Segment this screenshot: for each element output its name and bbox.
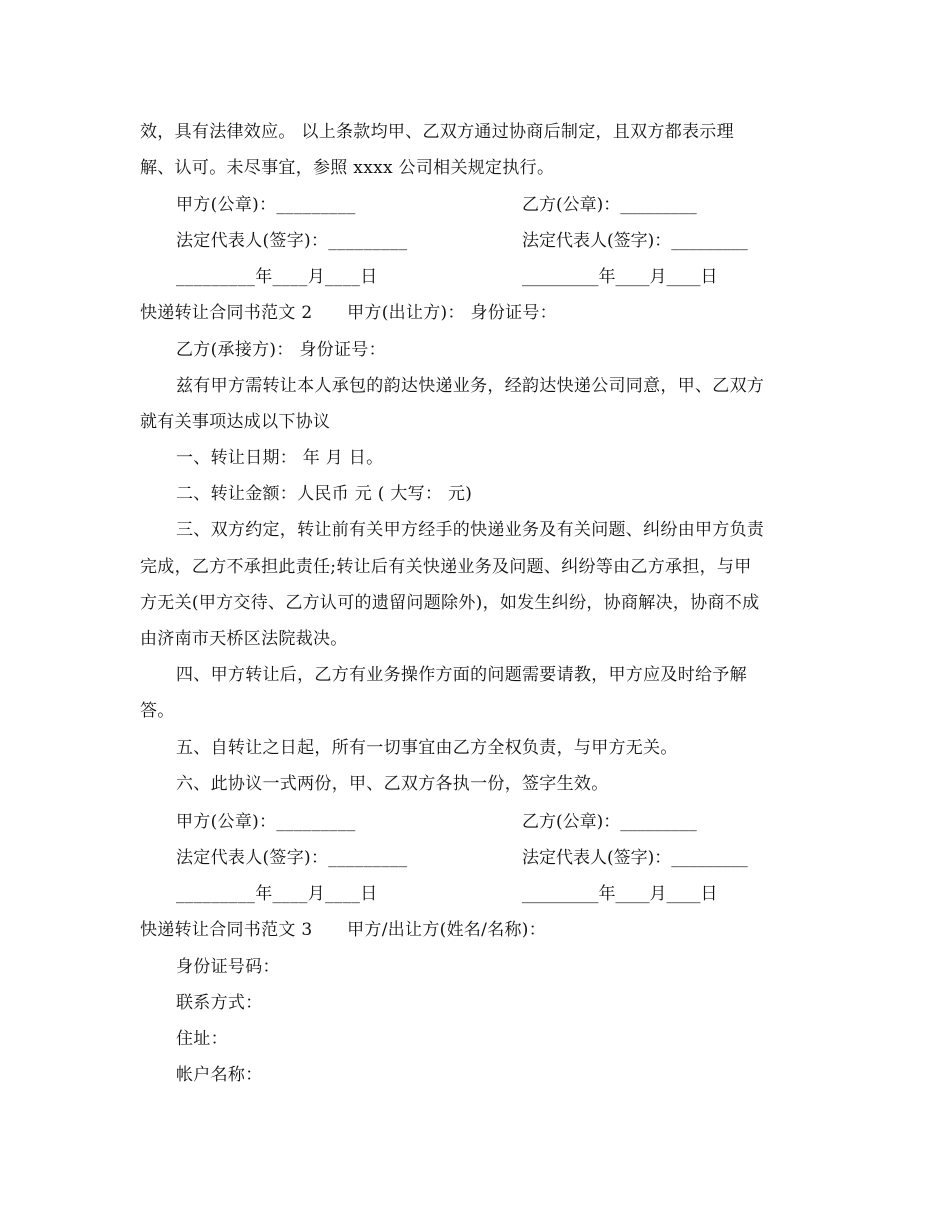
- party-a-seal: 甲方(公章)：_________: [176, 812, 356, 832]
- paragraph-line: 答。: [140, 701, 175, 721]
- party-b-date: _________年____月____日: [522, 884, 718, 904]
- section-title: 快递转让合同书范文 3 甲方/出让方(姓名/名称)：: [140, 920, 547, 940]
- party-a-representative: 法定代表人(签字)：_________: [176, 231, 408, 251]
- party-b-representative: 法定代表人(签字)：_________: [522, 848, 748, 868]
- paragraph-line: 就有关事项达成以下协议: [140, 412, 331, 432]
- paragraph-line: 完成，乙方不承担此责任;转让后有关快递业务及问题、纠纷等由乙方承担，与甲: [140, 557, 752, 577]
- section-title: 快递转让合同书范文 2 甲方(出让方)： 身份证号：: [140, 303, 557, 323]
- paragraph-line: 由济南市天桥区法院裁决。: [140, 629, 348, 649]
- field-label-address: 住址：: [176, 1029, 228, 1049]
- party-a-representative: 法定代表人(签字)：_________: [176, 848, 408, 868]
- party-b-representative: 法定代表人(签字)：_________: [522, 231, 748, 251]
- paragraph-line: 乙方(承接方)： 身份证号：: [176, 340, 386, 360]
- field-label-contact: 联系方式：: [176, 993, 263, 1013]
- clause-5: 五、自转让之日起，所有一切事宜由乙方全权负责，与甲方无关。: [176, 738, 678, 758]
- field-label-id-number: 身份证号码：: [176, 957, 280, 977]
- paragraph-line: 解、认可。未尽事宜，参照 xxxx 公司相关规定执行。: [140, 158, 555, 178]
- party-a-date: _________年____月____日: [176, 267, 378, 287]
- party-b-date: _________年____月____日: [522, 267, 718, 287]
- clause-3: 三、双方约定，转让前有关甲方经手的快递业务及有关问题、纠纷由甲方负责: [176, 520, 765, 540]
- party-a-seal: 甲方(公章)：_________: [176, 195, 356, 215]
- party-b-seal: 乙方(公章)：_________: [522, 195, 697, 215]
- clause-1: 一、转让日期： 年 月 日。: [176, 448, 384, 468]
- paragraph-line: 方无关(甲方交待、乙方认可的遗留问题除外)，如发生纠纷，协商解决，协商不成: [140, 593, 760, 613]
- paragraph-line: 效，具有法律效应。 以上条款均甲、乙双方通过协商后制定，且双方都表示理: [140, 122, 734, 142]
- paragraph-line: 兹有甲方需转让本人承包的韵达快递业务，经韵达快递公司同意，甲、乙双方: [176, 376, 765, 396]
- field-label-account-name: 帐户名称：: [176, 1065, 263, 1085]
- party-a-date: _________年____月____日: [176, 884, 378, 904]
- clause-4: 四、甲方转让后，乙方有业务操作方面的问题需要请教，甲方应及时给予解: [176, 665, 747, 685]
- clause-6: 六、此协议一式两份，甲、乙双方各执一份，签字生效。: [176, 774, 609, 794]
- clause-2: 二、转让金额：人民币 元 ( 大写： 元): [176, 484, 473, 504]
- party-b-seal: 乙方(公章)：_________: [522, 812, 697, 832]
